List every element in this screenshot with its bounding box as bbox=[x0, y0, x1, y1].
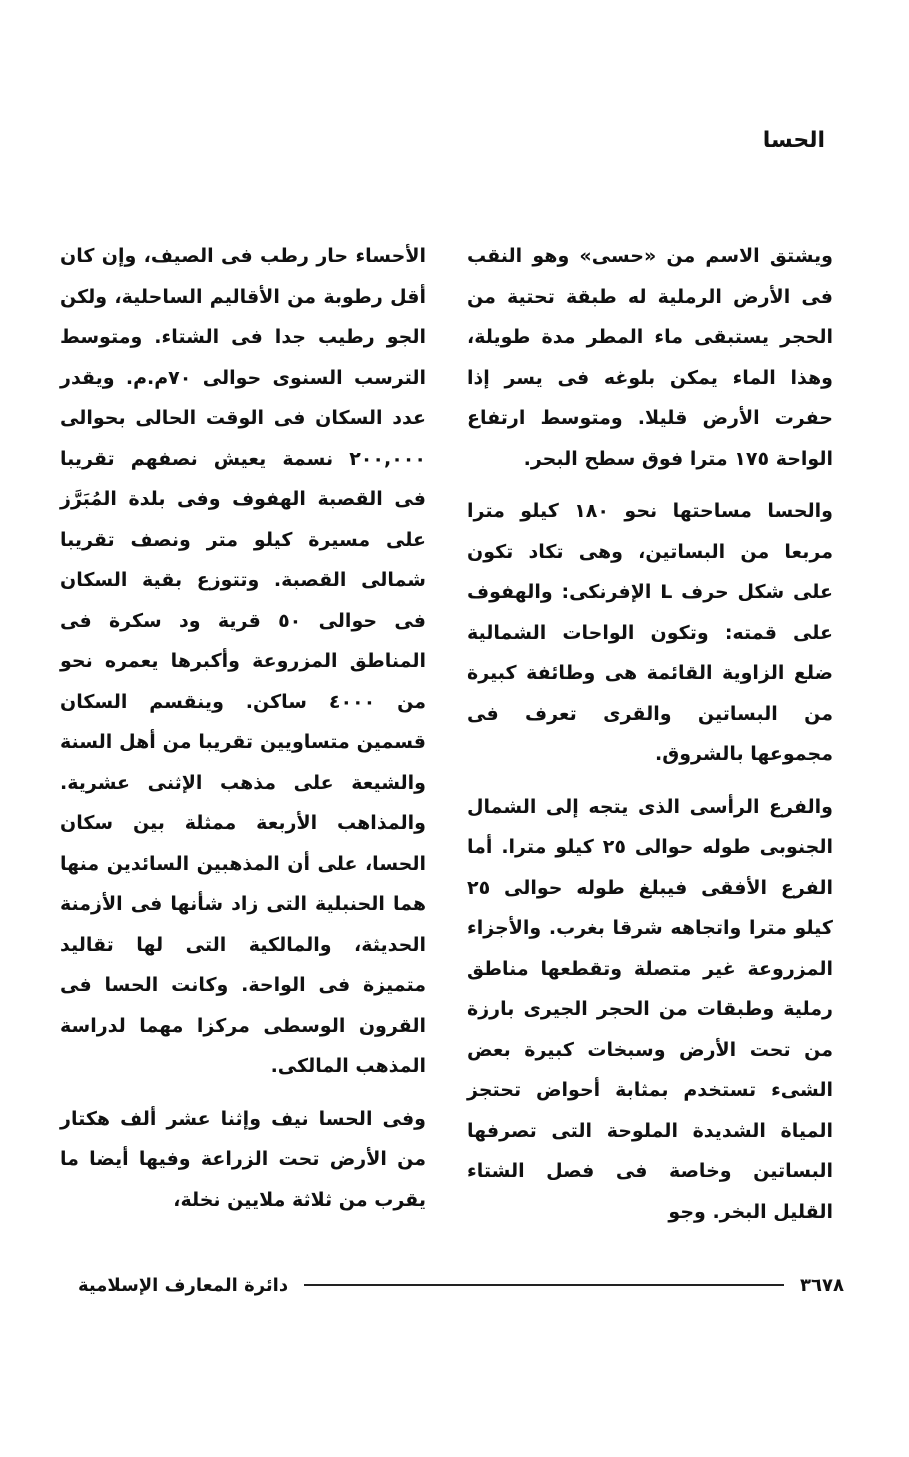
paragraph: وفى الحسا نيف وإثنا عشر ألف هكتار من الأرض تحت الزراعة وفيها أيضا ما يقرب من ثلاثة ملايين نخلة، bbox=[60, 1107, 426, 1211]
publication-title: دائرة المعارف الإسلامية bbox=[78, 1274, 289, 1296]
paragraph: الأحساء حار رطب فى الصيف، وإن كان أقل رطوبة من الأقاليم الساحلية، ولكن الجو رطيب جدا فى الشتاء. ومتوسط الترسب السنوى حوالى ٧٠م.م. ويقدر عدد السكان فى الوقت الحالى بحوالى ٢٠٠,٠٠٠ نسمة يعيش نصفهم تقريبا فى القصبة الهفوف وفى بلدة المُبَرَّز على مسيرة كيلو متر ونصف تقريبا شمالى القصبة. وتتوزع بقية السكان فى حوالى ٥٠ قرية ود سكرة فى المناطق المزروعة وأكبرها يعمره نحو من ٤٠٠٠ ساكن. وينقسم السكان قسمين متساويين تقريبا من أهل السنة والشيعة على مذهب الإثنى عشرية. والمذاهب الأربعة ممثلة بين سكان الحسا، على أن المذهبين السائدين منها هما الحنبلية التى زاد شأنها فى الأزمنة الحديثة، والمالكية التى لها تقاليد متميزة فى الواحة. وكانت الحسا فى القرون الوسطى مركزا مهما لدراسة المذهب المالكى. bbox=[60, 245, 426, 1077]
footer-rule bbox=[304, 1284, 784, 1286]
page-number: ٣٦٧٨ bbox=[800, 1274, 844, 1296]
page-footer bbox=[78, 1270, 844, 1300]
running-title: الحسا bbox=[762, 128, 825, 153]
paragraph: والفرع الرأسى الذى يتجه إلى الشمال الجنوبى طوله حوالى ٢٥ كيلو مترا. أما الفرع الأفقى فيبلغ طوله حوالى ٢٥ كيلو مترا واتجاهه شرقا بغرب. والأجزاء المزروعة غير متصلة وتقطعها مناطق رملية وطبقات من الحجر الجيرى بارزة من تحت الأرض وسبخات كبيرة بعض الشىء تستخدم بمثابة أحواض تحتجز المياة الشديدة الملوحة التى تصرفها البساتين وخاصة فى فصل الشتاء القليل البخر. وجو bbox=[467, 795, 833, 1223]
paragraph: ويشتق الاسم من «حسى» وهو النقب فى الأرض الرملية له طبقة تحتية من الحجر يستبقى ماء المطر مدة طويلة، وهذا الماء يمكن بلوغه فى يسر إذا حفرت الأرض قليلا. ومتوسط ارتفاع الواحة ١٧٥ مترا فوق سطح البحر. bbox=[467, 245, 833, 470]
paragraph: والحسا مساحتها نحو ١٨٠ كيلو مترا مربعا من البساتين، وهى تكاد تكون على شكل حرف L الإفرنكى: والهفوف على قمته: وتكون الواحات الشمالية ضلع الزاوية القائمة هى وطائفة كبيرة من البساتين والقرى تعرف فى مجموعها بالشروق. bbox=[467, 500, 834, 765]
left-column bbox=[60, 236, 426, 1232]
right-column bbox=[467, 236, 833, 1244]
